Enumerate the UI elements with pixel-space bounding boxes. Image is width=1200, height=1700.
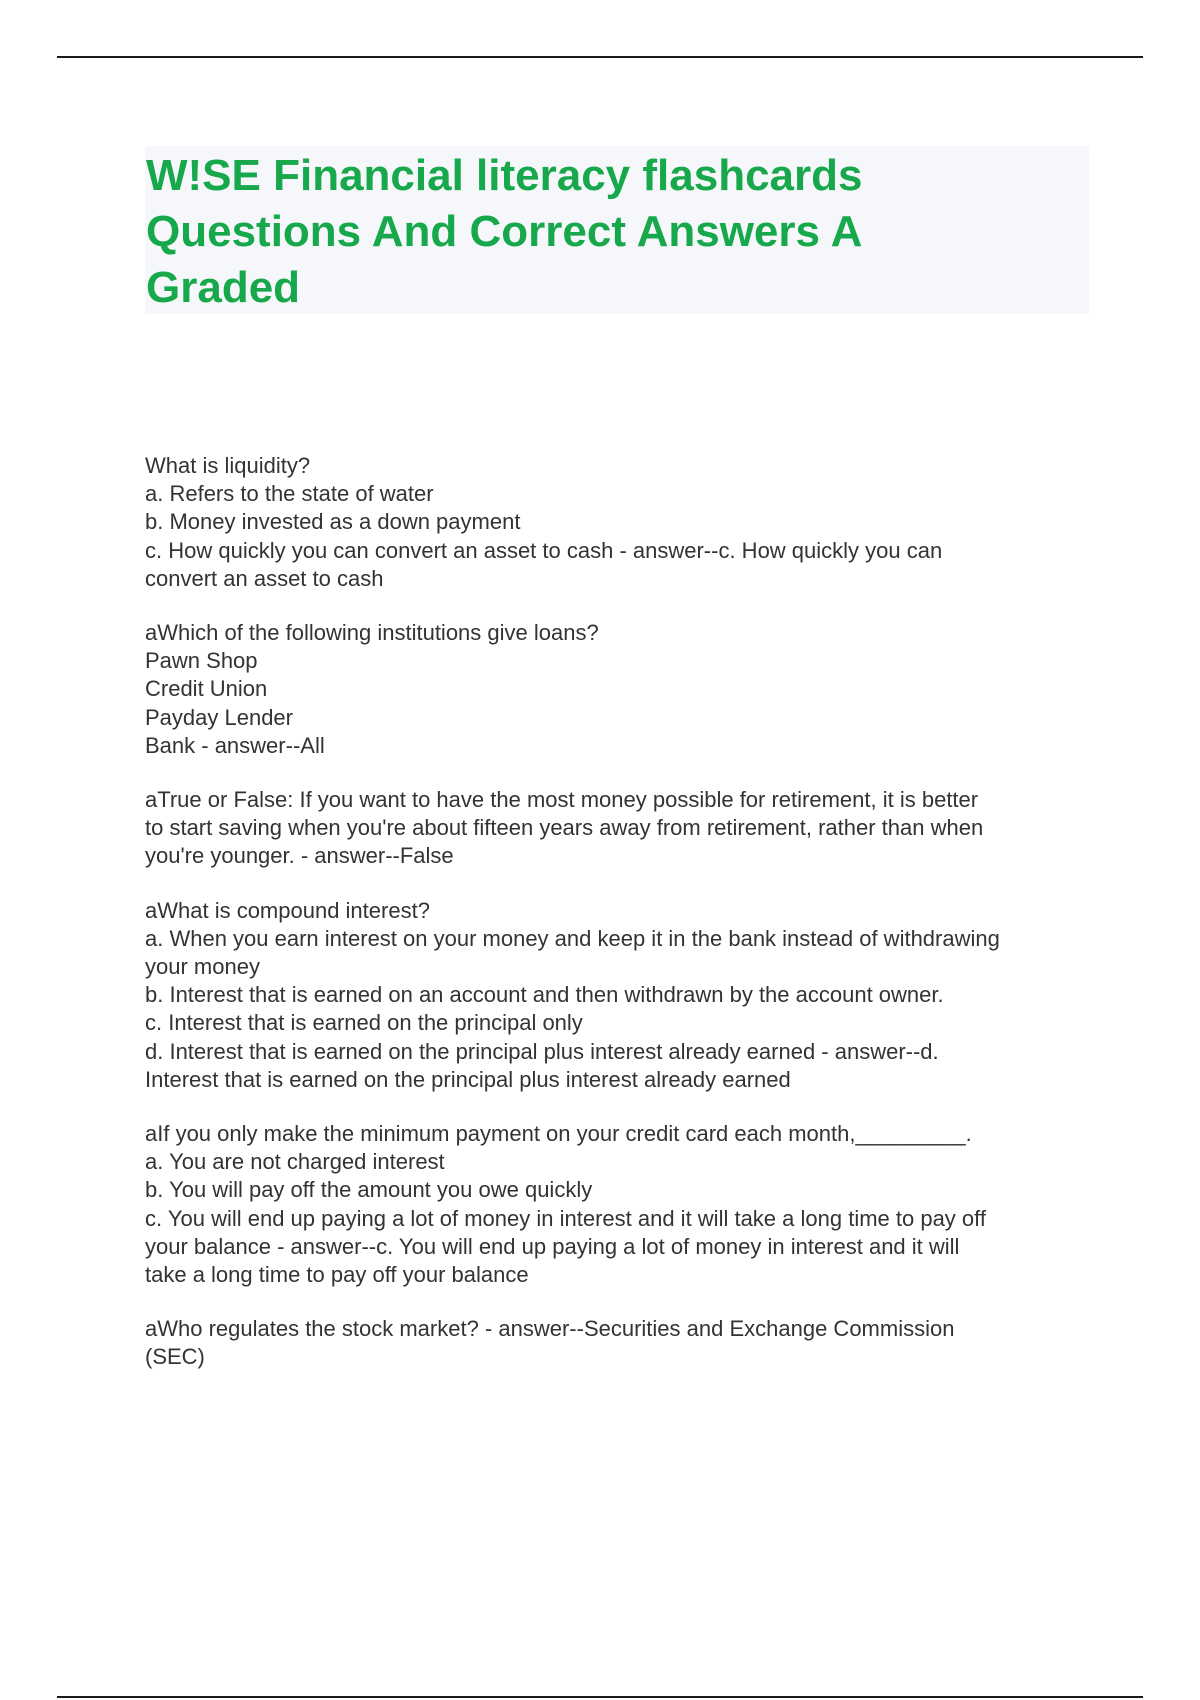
card-line: b. Interest that is earned on an account and then withdrawn by the account owner.: [145, 982, 944, 1008]
card-line: you're younger. - answer--False: [145, 843, 454, 869]
top-rule: [57, 56, 1143, 58]
flashcard-minimum-payment: [145, 1120, 1095, 1289]
title-line: Questions And Correct Answers A: [146, 207, 863, 256]
flashcard-liquidity: [145, 452, 1095, 593]
card-line: your money: [145, 954, 260, 980]
card-line: aWhich of the following institutions give loans?: [145, 620, 599, 646]
flashcard-compound-interest: [145, 897, 1095, 1094]
card-line: aWho regulates the stock market? - answer--Securities and Exchange Commission: [145, 1316, 955, 1342]
card-line: b. Money invested as a down payment: [145, 509, 521, 535]
card-line: c. You will end up paying a lot of money in interest and it will take a long time to pay off: [145, 1205, 986, 1231]
title-banner: [145, 146, 1089, 314]
flashcard-stock-market: [145, 1315, 1095, 1371]
card-line: a. You are not charged interest: [145, 1149, 445, 1175]
card-line: Bank - answer--All: [145, 732, 325, 758]
card-line: a. When you earn interest on your money and keep it in the bank instead of withdrawing: [145, 925, 1000, 951]
card-line: What is liquidity?: [145, 453, 311, 478]
document-title: [145, 146, 1089, 316]
card-line: Payday Lender: [145, 704, 293, 730]
flashcard-retirement: [145, 786, 1095, 871]
card-line: a. Refers to the state of water: [145, 481, 434, 507]
bottom-rule: [57, 1696, 1143, 1698]
title-line: Graded: [146, 263, 301, 312]
card-line: d. Interest that is earned on the principal plus interest already earned - answer--d.: [145, 1038, 939, 1064]
card-line: aIf you only make the minimum payment on your credit card each month,_________.: [145, 1121, 972, 1147]
card-line: c. How quickly you can convert an asset to cash - answer--c. How quickly you can: [145, 537, 943, 563]
card-line: Interest that is earned on the principal plus interest already earned: [145, 1066, 791, 1092]
card-line: your balance - answer--c. You will end up paying a lot of money in interest and it will: [145, 1233, 960, 1259]
card-line: c. Interest that is earned on the principal only: [145, 1010, 583, 1036]
card-line: aWhat is compound interest?: [145, 897, 430, 923]
title-line: W!SE Financial literacy flashcards: [146, 151, 863, 200]
card-line: aTrue or False: If you want to have the most money possible for retirement, it is better: [145, 787, 979, 813]
card-line: Pawn Shop: [145, 648, 258, 674]
card-line: take a long time to pay off your balance: [145, 1262, 529, 1288]
card-line: (SEC): [145, 1344, 205, 1370]
card-line: b. You will pay off the amount you owe quickly: [145, 1177, 593, 1203]
flashcard-loans: [145, 619, 1095, 760]
card-line: to start saving when you're about fifteen years away from retirement, rather than when: [145, 815, 984, 841]
card-line: Credit Union: [145, 676, 268, 702]
card-line: convert an asset to cash: [145, 565, 384, 591]
flashcard-list: [145, 452, 1095, 1398]
